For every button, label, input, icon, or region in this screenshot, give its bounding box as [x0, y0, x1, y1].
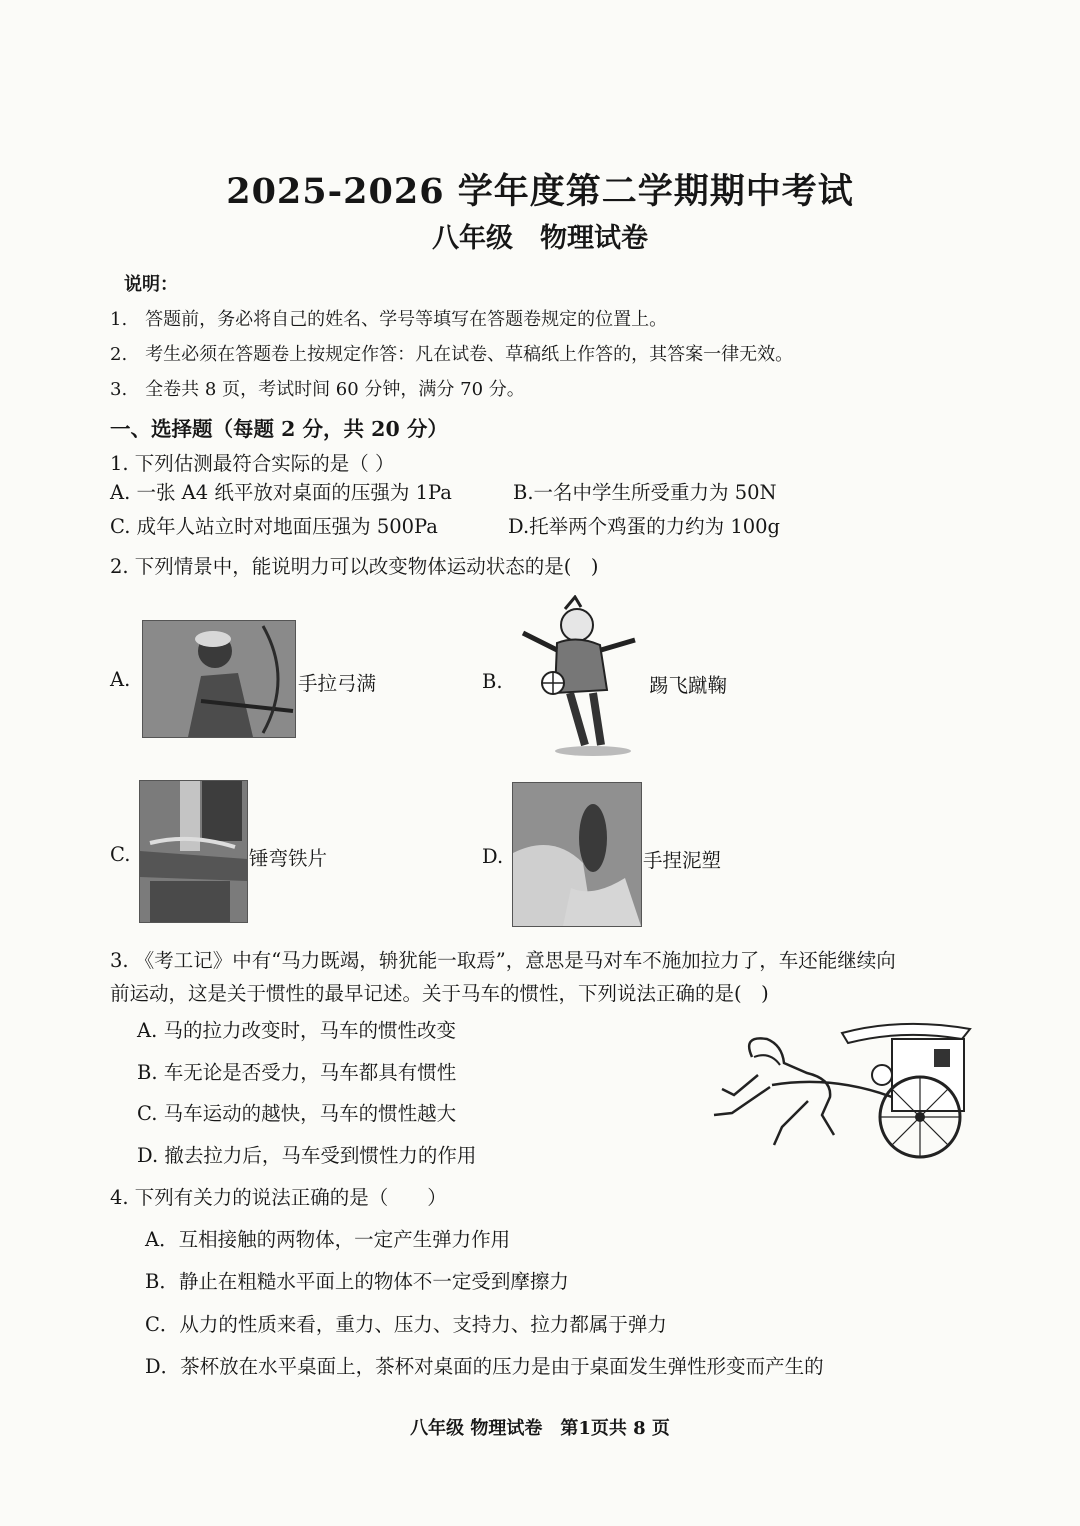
q4-option-c: C．从力的性质来看，重力、压力、支持力、拉力都属于弹力: [145, 1313, 667, 1336]
q2-option-a-letter: A.: [110, 668, 131, 691]
q4-stem: 4. 下列有关力的说法正确的是（ ）: [110, 1186, 447, 1209]
q1-option-a: A. 一张 A4 纸平放对桌面的压强为 1Pa: [110, 481, 452, 504]
q2-stem: 2. 下列情景中，能说明力可以改变物体运动状态的是( ): [110, 555, 599, 578]
horse-carriage-drawing: [712, 1015, 974, 1165]
q4-option-a: A．互相接触的两物体，一定产生弹力作用: [145, 1228, 511, 1251]
q2-option-b-caption: 踢飞蹴鞠: [649, 674, 728, 697]
q2-option-c-caption: 锤弯铁片: [249, 847, 328, 870]
q1-option-b: B.一名中学生所受重力为 50N: [513, 481, 777, 504]
q3-option-c: C. 马车运动的越快，马车的惯性越大: [137, 1102, 457, 1125]
q2-option-d-letter: D.: [482, 845, 504, 868]
q4-option-d: D．茶杯放在水平桌面上，茶杯对桌面的压力是由于桌面发生弹性形变而产生的: [145, 1355, 824, 1378]
q1-option-d: D.托举两个鸡蛋的力约为 100g: [508, 515, 781, 538]
q3-option-a: A. 马的拉力改变时，马车的惯性改变: [137, 1019, 456, 1042]
q2-option-c-letter: C.: [110, 843, 131, 866]
note-item-3: 3. 全卷共 8 页，考试时间 60 分钟，满分 70 分。: [110, 379, 525, 400]
q2-option-b-letter: B.: [482, 670, 503, 693]
clay-sculpture-photo: [512, 782, 642, 927]
notes-heading: 说明：: [124, 274, 178, 295]
q3-option-b: B. 车无论是否受力，马车都具有惯性: [137, 1061, 457, 1084]
section-heading-choice: 一、选择题（每题 2 分，共 20 分）: [110, 417, 448, 441]
cuju-player-drawing: [515, 595, 645, 760]
note-item-1: 1. 答题前，务必将自己的姓名、学号等填写在答题卷规定的位置上。: [110, 309, 668, 330]
q1-stem: 1. 下列估测最符合实际的是（ ）: [110, 452, 395, 475]
hammer-iron-photo: [139, 780, 248, 923]
q2-option-a-caption: 手拉弓满: [298, 672, 377, 695]
q2-option-d-caption: 手捏泥塑: [643, 849, 722, 872]
q1-option-c: C. 成年人站立时对地面压强为 500Pa: [110, 515, 438, 538]
q3-option-d: D. 撤去拉力后，马车受到惯性力的作用: [137, 1144, 477, 1167]
exam-subtitle: 八年级 物理试卷: [432, 223, 648, 254]
exam-title: 2025-2026 学年度第二学期期中考试: [226, 171, 854, 212]
q3-stem-line1: 3. 《考工记》中有“马力既竭，辀犹能一取焉”，意思是马对车不施加拉力了，车还能继续向: [110, 949, 896, 972]
archer-photo: [142, 620, 296, 738]
q4-option-b: B．静止在粗糙水平面上的物体不一定受到摩擦力: [145, 1270, 569, 1293]
q3-stem-line2: 前运动，这是关于惯性的最早记述。关于马车的惯性，下列说法正确的是( ): [110, 982, 769, 1005]
page-footer: 八年级 物理试卷 第1页共 8 页: [410, 1418, 670, 1439]
note-item-2: 2. 考生必须在答题卷上按规定作答：凡在试卷、草稿纸上作答的，其答案一律无效。: [110, 344, 794, 365]
